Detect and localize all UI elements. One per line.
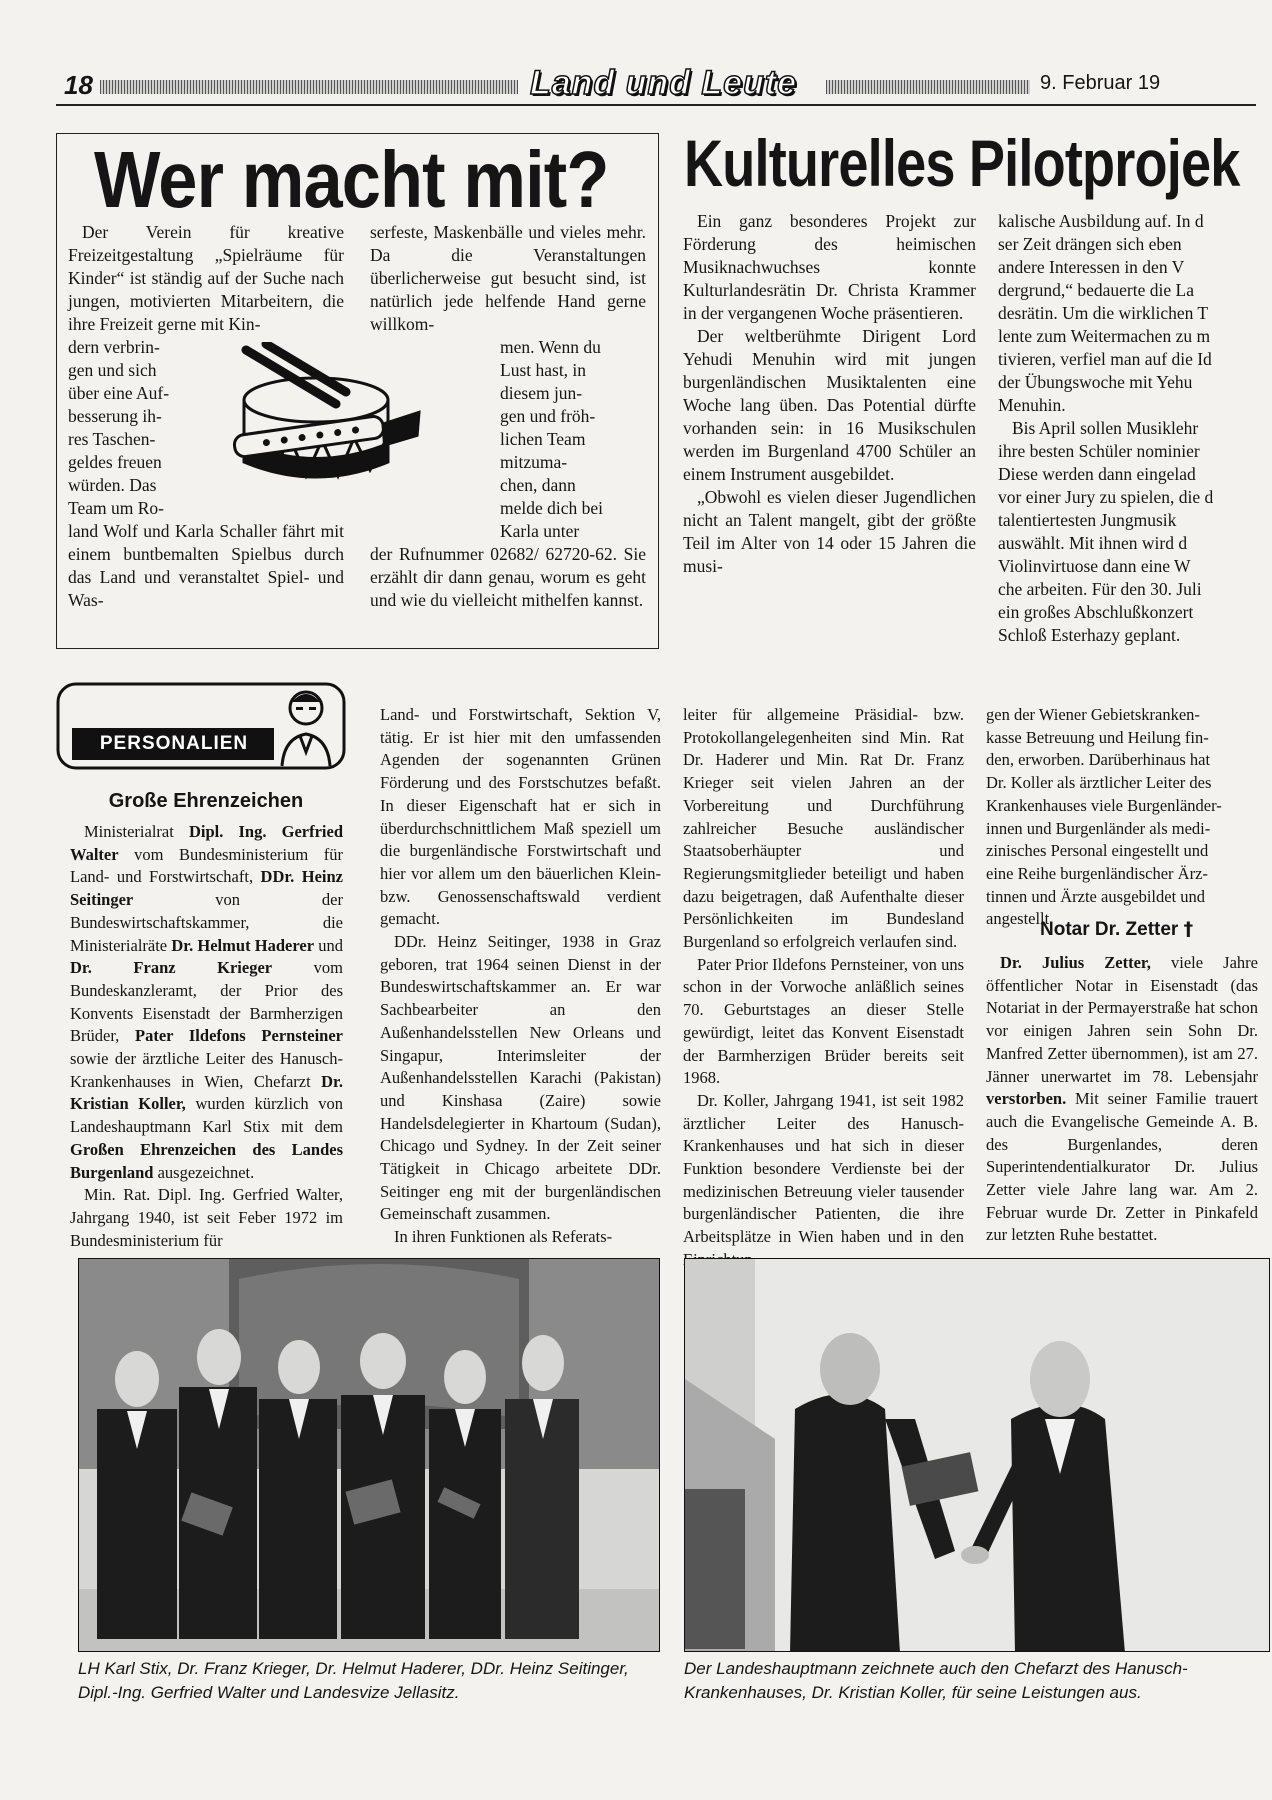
bold-name-run: verstorben. (986, 1089, 1067, 1109)
caption-handshake-photo: Der Landeshauptmann zeichnete auch den Chefarzt des Hanusch-Krankenhauses, Dr. Kristian Koller, für seine Leistungen aus. (684, 1659, 1188, 1702)
personalien-subhead: Große Ehrenzeichen (108, 790, 304, 812)
obituary-subhead-text: Notar Dr. Zetter (1040, 919, 1179, 940)
text-run: vom Bundesministerium für Land- und Forstwirtschaft, (70, 844, 343, 887)
cross-icon: † (1183, 918, 1194, 940)
bold-name-run: Dipl. Ing. Gerfried Walter (70, 822, 344, 864)
issue-date: 9. Februar 19 (1040, 72, 1161, 94)
personalien-col4-line: Krankenhauses viele Burgenländer- (986, 795, 1222, 815)
story1-col2-wrap-line: mitzuma- (500, 452, 568, 472)
story1-col1-wrap-line: würden. Das (68, 475, 157, 495)
story1-col1-wrap-line: besserung ih- (68, 406, 162, 426)
story2-column-1 (683, 210, 976, 578)
personalien-col4-line: tinnen und Ärzte ausgebildet und (986, 886, 1206, 906)
page-number: 18 (64, 70, 93, 100)
personalien-label: PERSONALIEN (99, 733, 249, 754)
story2-col2-line: Violinvirtuose dann eine W (998, 556, 1191, 576)
bold-name-run: DDr. Heinz Seitinger (70, 867, 343, 910)
story2-col2-line: Menuhin. (998, 395, 1066, 415)
caption-group-photo: LH Karl Stix, Dr. Franz Krieger, Dr. Helmut Haderer, DDr. Heinz Seitinger, Dipl.-Ing. Gerfried Walter und Landesvize Jellasitz. (78, 1659, 629, 1702)
story1-col1-text: Der Verein für kreative Freizeitgestaltung „Spielräume für Kinder“ ist ständig auf der Suche nach jungen, motivierten Mitarbeitern, die ihre Freizeit gerne mit Kin- (68, 222, 344, 334)
personalien-col1-paragraph-1 (70, 821, 343, 1184)
obituary-subhead (1040, 918, 1193, 941)
personalien-col4-line: gen der Wiener Gebietskranken- (986, 705, 1200, 724)
personalien-col4-line: den, erworben. Darüberhinaus hat (986, 750, 1211, 770)
personalien-column-4 (986, 704, 1270, 931)
text-run: ausgezeichnet. (153, 1162, 255, 1182)
personalien-col4-line: innen und Burgenländer als medi- (986, 818, 1211, 838)
text-run: wurden kürzlich von Landeshauptmann Karl Stix mit dem (70, 1094, 343, 1137)
story1-col2-end: der Rufnummer 02682/ 62720-62. Sie erzählt dir dann genau, worum es geht und wie du vielleicht mithelfen kannst. (370, 544, 646, 610)
bold-name-run: Dr. Franz Krieger (70, 958, 273, 978)
personalien-paragraph: leiter für allgemeine Präsidial- bzw. Protokollangelegenheiten sind Min. Rat Dr. Haderer und Min. Rat Dr. Franz Krieger seit vielen Jahren an der Vorbereitung und Durchführung zahlreicher Besuche ausländischer Staatsoberhäupter und Regierungsmitglieder beteiligt und haben dazu beigetragen, daß Aufenthalte dieser Persönlichkeiten im Bundesland Burgenland so erfolgreich verlaufen sind. (683, 705, 964, 952)
story2-col2-line: lente zum Weitermachen zu m (998, 326, 1211, 346)
story1-col2-wrap-line: chen, dann (500, 475, 576, 495)
story2-col2-line: ser Zeit drängen sich eben (998, 234, 1182, 254)
story1-col2-wrap-line: melde dich bei (500, 498, 604, 518)
text-run: sowie der ärztliche Leiter des Hanusch-Krankenhauses in Wien, Chefarzt (70, 1049, 343, 1091)
personalien-column-1 (70, 821, 343, 1252)
header-stripe-right (826, 80, 1030, 94)
personalien-col4-line: Dr. Koller als ärztlicher Leiter des (986, 773, 1212, 793)
story1-col2-wrap (500, 336, 646, 543)
bold-name-run: Dr. Helmut Haderer (171, 935, 315, 955)
story2-col2-line: Bis April sollen Musiklehr (1012, 418, 1199, 438)
story2-col2-line: ihre besten Schüler nominier (998, 441, 1200, 461)
story2-col2-line: kalische Ausbildung auf. In d (998, 211, 1204, 231)
text-run: Ministerialrat (84, 822, 189, 841)
story2-headline: Kulturelles Pilotprojek (684, 126, 1240, 200)
story1-col2-wrap-line: Karla unter (500, 521, 580, 541)
personalien-col4-line: eine Reihe burgenländischer Ärz- (986, 863, 1208, 883)
story1-col2-wrap-line: gen und fröh- (500, 406, 596, 426)
story2-col2-line: desrätin. Um die wirklichen T (998, 303, 1209, 323)
story1-col1-wrap-line: über eine Auf- (68, 383, 170, 403)
text-run: Mit seiner Familie trauert auch die Evangelische Gemeinde A. B. des Burgenlandes, deren Superintendentialkurator Dr. Julius Zetter viele Jahre lang war. Am 2. Februar wurde Dr. Zetter in Pinkafeld zur letzten Ruhe bestattet. (986, 1089, 1258, 1245)
personalien-column-2 (380, 704, 661, 1249)
story1-col2-text: serfeste, Maskenbälle und vieles mehr. Da die Veranstaltungen überlicherweise gut besucht sind, ist natürlich jede helfende Hand gerne willkom- (370, 222, 646, 334)
personalien-col4-line: angestellt. (986, 909, 1054, 929)
story2-col2-line: vor einer Jury zu spielen, die d (998, 487, 1214, 507)
obituary-paragraph (986, 952, 1258, 1247)
group-photo-image (79, 1259, 660, 1652)
group-photo (78, 1258, 660, 1652)
personalien-col4-line: zinisches Personal eingestellt und (986, 841, 1209, 861)
personalien-column-3 (683, 704, 964, 1272)
story2-col2-line: talentiertesten Jungmusik (998, 510, 1177, 530)
bold-name-run: Großen Ehrenzeichen des Landes Burgenland (70, 1139, 343, 1182)
drum-and-flute-illustration (226, 342, 426, 502)
personalien-paragraph: Dr. Koller, Jahrgang 1941, ist seit 1982 ärztlicher Leiter des Hanusch-Krankenhauses und hat sich in dieser Funktion besondere Verdienste bei der medizinischen Betreuung vieler tausender burgenländischer Patienten, die ihre Arbeitsplätze in Wien haben und in den (683, 1090, 964, 1247)
story1-col1-wrap (68, 336, 216, 520)
story2-paragraph: „Obwohl es vielen dieser Jugendlichen nicht an Talent mangelt, gibt der größte Teil im Alter von 14 oder 15 Jahren die musi- (683, 487, 976, 576)
story1-col1-wrap-line: dern verbrin- (68, 337, 160, 357)
personalien-paragraph: Land- und Forstwirtschaft, Sektion V, tätig. Er ist hier mit den umfassenden Agenden der sogenannten Grünen Förderung und des Forstschutzes befaßt. In dieser Eigenschaft hat er sich in überdurchschnittlichem Maß speziell um die burgenländische Forstwirtschaft und hier vor allem um den bäuerlichen Klein- bzw. Genossenschaftswald verdient gemacht. (380, 705, 661, 929)
header-stripe-left (100, 80, 518, 94)
text-run: von der Bundeswirtschaftskammer, die Ministerialräte (70, 890, 343, 955)
personalien-col4-line: kasse Betreuung und Heilung fin- (986, 727, 1209, 747)
story1-col2-wrap-line: lichen Team (500, 429, 586, 449)
bold-name-run: Dr. Julius Zetter, (1000, 953, 1151, 972)
story2-col2-line: Schloß Esterhazy geplant. (998, 625, 1181, 645)
bold-name-run: Pater Ildefons Pernsteiner (135, 1026, 343, 1046)
text-run: und (314, 935, 343, 955)
story1-col1-wrap-line: res Taschen- (68, 429, 156, 449)
story2-col2-line: che arbeiten. Für den 30. Juli (998, 579, 1202, 599)
story1-col1-wrap-line: geldes freuen (68, 452, 162, 472)
personalien-paragraph: Pater Prior Ildefons Pernsteiner, von uns schon in der Vorwoche anläßlich seines 70. Geburtstages an dieser Stelle gewürdigt, leitet das Konvent Eisenstadt der Barmherzigen Brüder bereits seit 1968. (683, 954, 964, 1088)
personalien-col1-paragraph-2: Min. Rat. Dipl. Ing. Gerfried Walter, Jahrgang 1940, ist seit Feber 1972 im Bundesministerium für (70, 1185, 343, 1250)
story1-headline: Wer macht mit? (94, 135, 609, 224)
story2-paragraph: Der weltberühmte Dirigent Lord Yehudi Menuhin wird mit jungen burgenländischen Musiktalenten eine Woche lang üben. Das Potential dürfte vorhanden sein: in 16 Musikschulen werden im Burgenland 4700 Schüler an einem Instrument ausgebildet. (683, 326, 976, 484)
handshake-photo (684, 1258, 1270, 1652)
story2-col2-line: tivieren, verfiel man auf die Id (998, 349, 1212, 369)
story2-col2-line: Diese werden dann eingelad (998, 464, 1196, 484)
personalien-paragraph: In ihren Funktionen als Referats- (394, 1227, 613, 1247)
header-rule (56, 104, 1256, 106)
story2-paragraph: Ein ganz besonderes Projekt zur Förderung des heimischen Musiknachwuchses konnte Kulturlandesrätin Dr. Christa Krammer in der vergangenen Woche präsentieren. (683, 211, 976, 323)
story1-col1-end: land Wolf und Karla Schaller fährt mit einem buntbemalten Spielbus durch das Land und veranstaltet Spiel- und Was- (68, 521, 344, 610)
story2-col2-line: andere Interessen in den V (998, 257, 1185, 277)
publication-logo: Land und Leute (530, 64, 798, 102)
story1-col2-wrap-line: diesem jun- (500, 383, 583, 403)
text-run: viele Jahre öffentlicher Notar in Eisenstadt (das Notariat in der Permayerstraße hat schon vor einigen Jahren sein Sohn Dr. Manfred Zetter übernommen), ist am 27. Jänner unerwartet im 78. Lebensjahr (986, 953, 1258, 1086)
personalien-paragraph: DDr. Heinz Seitinger, 1938 in Graz geboren, trat 1964 seinen Dienst in der Bundeswirtschaftskammer an. Er war Sachbearbeiter an den Außenhandelsstellen New Orleans und Singapur, Interimsleiter der Außenhandelsstellen Karachi (Pakistan) und Kinshasa (Zaire) sowie Handelsdelegierter in Khartoum (Sudan), Chicago und Sydney. In der Zeit seiner Tätigkeit in Chicago arbeitete DDr. Seitinger eng mit der burgenländischen Gemeinschaft zusammen. (380, 932, 661, 1224)
story2-col2-line: der Übungswoche mit Yehu (998, 372, 1193, 392)
handshake-photo-image (685, 1259, 1270, 1652)
obituary-text (986, 952, 1258, 1247)
story1-col1-wrap-line: Team um Ro- (68, 498, 164, 518)
story2-col2-line: auswählt. Mit ihnen wird d (998, 533, 1188, 553)
bold-name-run: Dr. Kristian Koller, (70, 1071, 343, 1114)
story2-col2-line: ein großes Abschlußkonzert (998, 602, 1194, 622)
text-run: vom Bundeskanzleramt, der Prior des Konvents Eisenstadt der Barmherzigen Brüder, (70, 958, 343, 1046)
story1-col1-wrap-line: gen und sich (68, 360, 157, 380)
story1-col2-wrap-line: Lust hast, in (500, 360, 587, 380)
story1-col2-wrap-line: men. Wenn du (500, 337, 601, 357)
story2-col2-line: dergrund,“ bedauerte die La (998, 280, 1194, 300)
story2-column-2 (998, 210, 1270, 647)
